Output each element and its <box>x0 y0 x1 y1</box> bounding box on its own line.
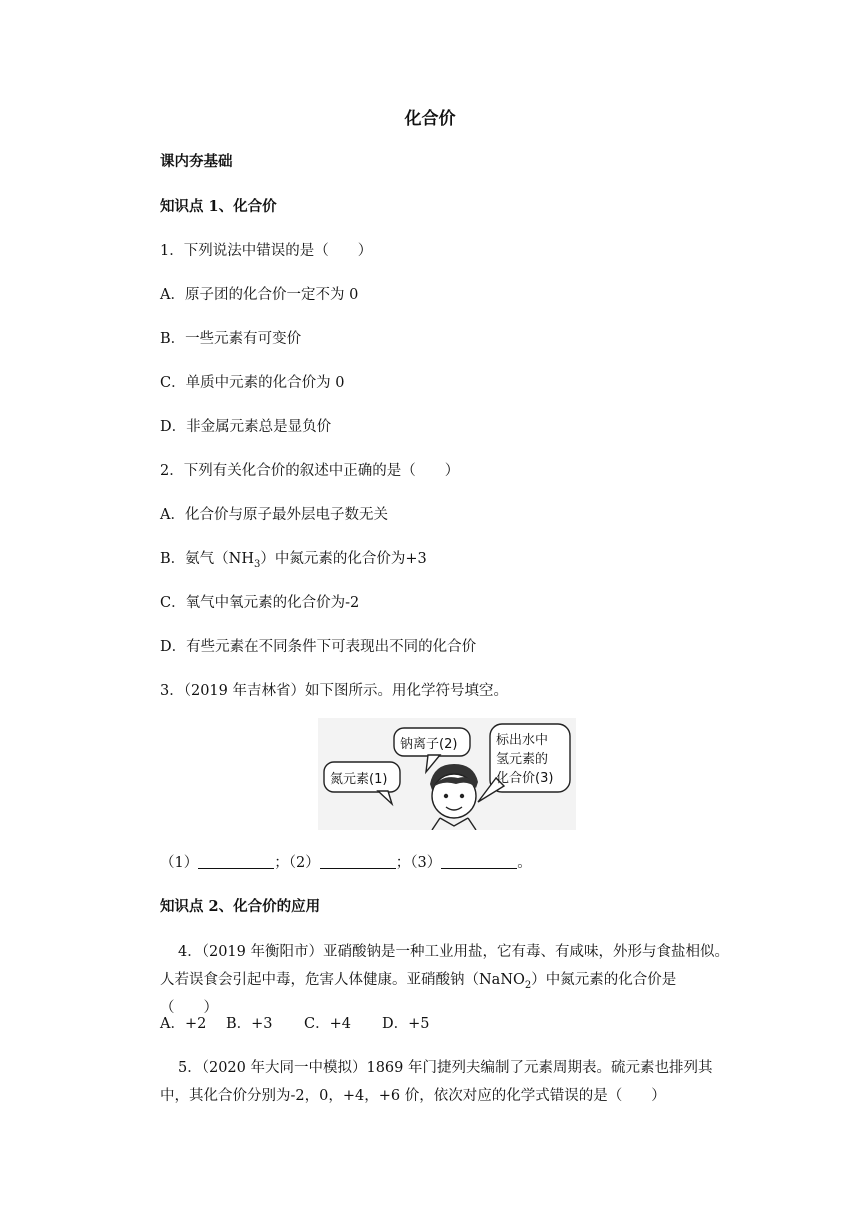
q4-stem: 4．（2019 年衡阳市）亚硝酸钠是一种工业用盐，它有毒、有咸味，外形与食盐相似。人若误食会引起中毒，危害人体健康。亚硝酸钠（NaNO$_2$）中氮元素的化合价是 （ ） <box>160 944 729 1016</box>
q2-option-a: A．化合价与原子最外层电子数无关 <box>160 507 388 523</box>
q4-option-d: D．+5 <box>382 1016 430 1032</box>
bubble-sodium-text: 钠离子(2) <box>400 737 458 752</box>
blank-1[interactable] <box>198 854 274 869</box>
bubble-hydrogen-text-2: 氢元素的 <box>496 752 549 767</box>
q4-option-c: C．+4 <box>304 1016 351 1032</box>
q2-option-d: D．有些元素在不同条件下可表现出不同的化合价 <box>160 639 477 655</box>
section-heading: 课内夯基础 <box>160 153 233 170</box>
page-title: 化合价 <box>404 109 456 129</box>
q4-option-b: B．+3 <box>226 1016 273 1032</box>
knowledge-point-1-heading: 知识点 1、化合价 <box>160 198 277 215</box>
knowledge-point-2-heading: 知识点 2、化合价的应用 <box>160 898 321 915</box>
blank-3[interactable] <box>441 854 517 869</box>
bubble-hydrogen-text-1: 标出水中 <box>496 733 549 748</box>
q1-option-c: C．单质中元素的化合价为 0 <box>160 375 345 391</box>
q1-option-a: A．原子团的化合价一定不为 0 <box>160 287 359 303</box>
q2-option-b: B．氨气$(NH_3)$中氮元素的化合价为+3 <box>160 551 427 570</box>
bubble-hydrogen-text-3: 化合价(3) <box>496 771 554 786</box>
q4-options <box>160 1014 430 1034</box>
bubble-nitrogen-text: 氮元素(1) <box>330 772 388 787</box>
q2-option-c: C．氧气中氧元素的化合价为-2 <box>160 595 360 611</box>
q1-stem: 1．下列说法中错误的是（ ） <box>160 243 373 259</box>
boy-speech-bubbles-image <box>318 718 576 830</box>
q1-option-d: D．非金属元素总是显负价 <box>160 419 332 435</box>
q1-option-b: B．一些元素有可变价 <box>160 331 302 347</box>
q5-stem: 5．（2020 年大同一中模拟）1869 年门捷列夫编制了元素周期表。硫元素也排列其中，其化合价分别为-2，0，+4，+6 价，依次对应的化学式错误的是（ ） <box>160 1060 713 1104</box>
q3-stem: 3．（2019 年吉林省）如下图所示。用化学符号填空。 <box>160 683 508 699</box>
q3-answer-blanks: （1） ；（2） ；（3） 。 <box>160 855 532 871</box>
q2-stem: 2．下列有关化合价的叙述中正确的是（ ） <box>160 463 460 479</box>
blank-2[interactable] <box>320 854 396 869</box>
q3-illustration <box>318 718 576 830</box>
q4-option-a: A．+2 <box>160 1016 207 1032</box>
